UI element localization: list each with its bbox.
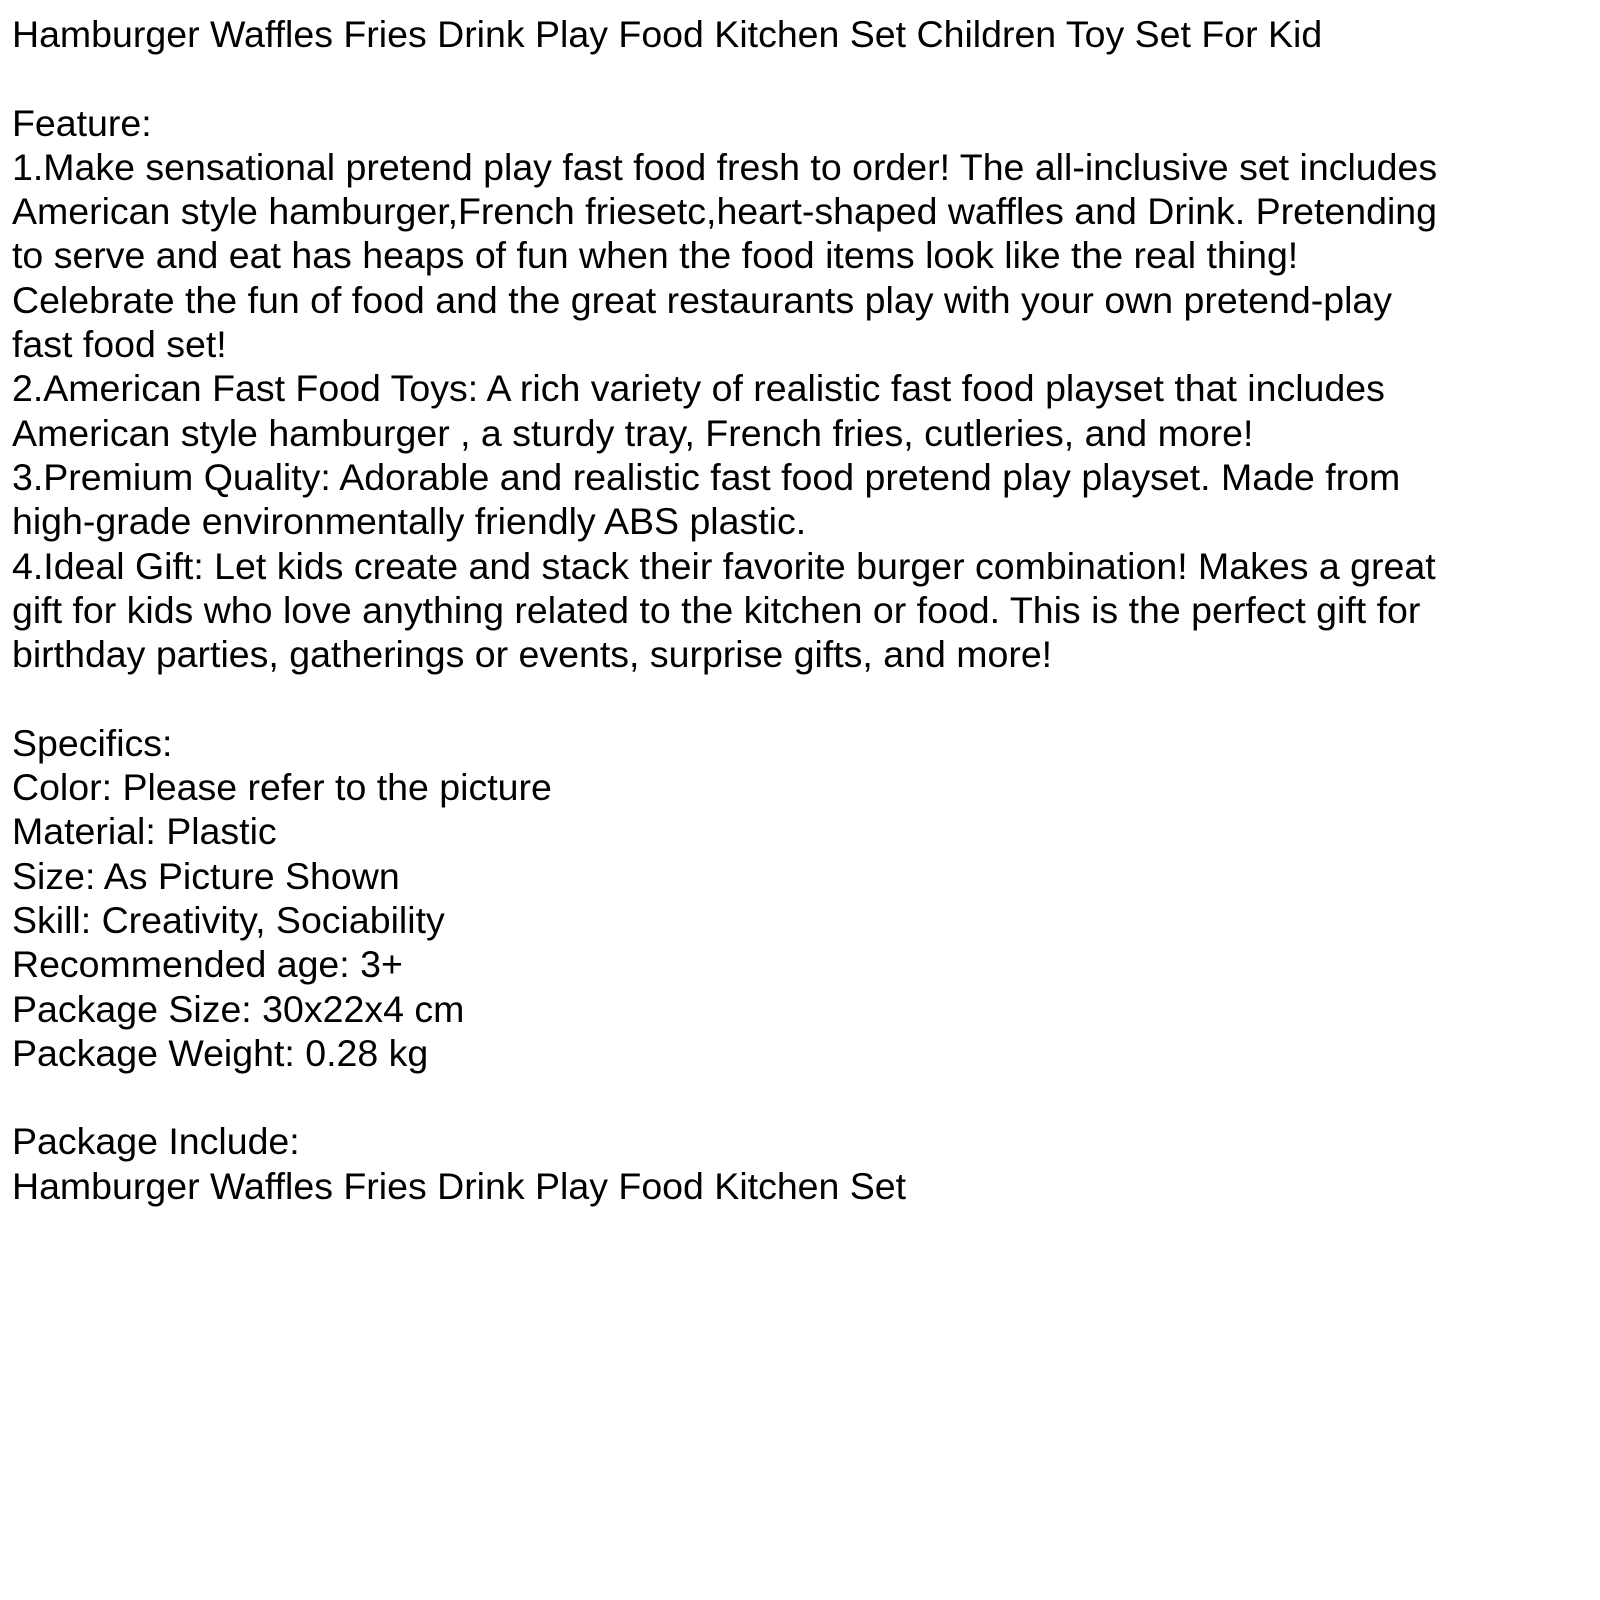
feature-line: American style hamburger,French friesetc,heart-shaped waffles and Drink. Pretending — [12, 190, 1438, 233]
feature-line: high-grade environmentally friendly ABS plastic. — [12, 500, 807, 543]
feature-line: American style hamburger , a sturdy tray, French fries, cutleries, and more! — [12, 411, 1254, 454]
feature-line: gift for kids who love anything related to the kitchen or food. This is the perfect gift for — [12, 588, 1421, 631]
feature-line: 2.American Fast Food Toys: A rich variety of realistic fast food playset that includes — [12, 367, 1385, 410]
feature-line: birthday parties, gatherings or events, surprise gifts, and more! — [12, 633, 1053, 676]
product-title: Hamburger Waffles Fries Drink Play Food Kitchen Set Children Toy Set For Kid — [12, 13, 1323, 55]
specifics-line: Package Weight: 0.28 kg — [12, 1031, 429, 1074]
feature-line: 3.Premium Quality: Adorable and realistic fast food pretend play playset. Made from — [12, 455, 1401, 498]
package-line: Hamburger Waffles Fries Drink Play Food Kitchen Set — [12, 1164, 907, 1207]
package-heading: Package Include: — [12, 1120, 300, 1163]
feature-line: 4.Ideal Gift: Let kids create and stack their favorite burger combination! Makes a great — [12, 544, 1436, 587]
specifics-line: Size: As Picture Shown — [12, 854, 400, 897]
feature-line: 1.Make sensational pretend play fast food fresh to order! The all-inclusive set includes — [12, 145, 1438, 188]
feature-heading: Feature: — [12, 101, 152, 144]
feature-line: Celebrate the fun of food and the great restaurants play with your own pretend-play — [12, 278, 1393, 321]
spacer — [12, 1075, 1592, 1119]
spacer — [12, 676, 1592, 720]
feature-line: to serve and eat has heaps of fun when the food items look like the real thing! — [12, 234, 1299, 277]
specifics-heading: Specifics: — [12, 721, 173, 764]
specifics-line: Recommended age: 3+ — [12, 943, 403, 986]
specifics-line: Skill: Creativity, Sociability — [12, 898, 445, 941]
specifics-line: Color: Please refer to the picture — [12, 766, 552, 809]
specifics-line: Package Size: 30x22x4 cm — [12, 987, 465, 1030]
specifics-line: Material: Plastic — [12, 810, 277, 853]
spacer — [12, 56, 1592, 100]
product-description — [12, 12, 1592, 1208]
feature-line: fast food set! — [12, 323, 227, 366]
